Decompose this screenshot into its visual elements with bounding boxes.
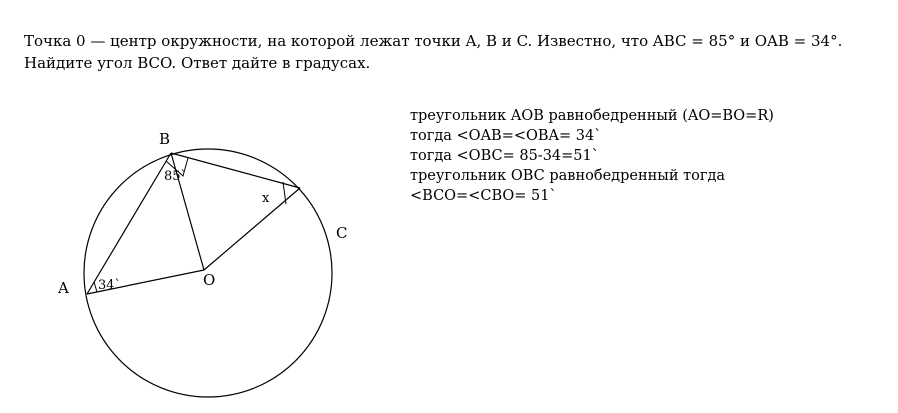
label-point-b: B (159, 130, 171, 148)
segment-ab (87, 153, 171, 294)
segment-bc (171, 153, 300, 188)
label-angle-abc: 85` (164, 169, 188, 184)
label-point-a: A (58, 279, 69, 297)
solution-line: треугольник OBC равнобедренный тогда (410, 168, 726, 184)
problem-statement: Точка 0 — центр окружности, на которой лежат точки A, B и C. Известно, что ABC = 85° и OAB = 34°. Найдите угол BCO. Ответ дайте в градусах. (24, 32, 843, 72)
solution-line: тогда <OAB=<OBA= 34` (410, 128, 602, 144)
solution-line: треугольник AOB равнобедренный (AO=BO=R) (410, 108, 774, 124)
label-angle-oab: 34` (98, 278, 122, 293)
solution-text (410, 106, 774, 206)
label-angle-unknown: x (262, 191, 270, 206)
solution-line: тогда <OBC= 85-34=51` (410, 148, 599, 164)
label-point-c: C (336, 224, 348, 242)
solution-line: <BCO=<CBO= 51` (410, 188, 557, 204)
label-point-o: O (203, 271, 216, 289)
angle-arc-a (94, 282, 97, 292)
